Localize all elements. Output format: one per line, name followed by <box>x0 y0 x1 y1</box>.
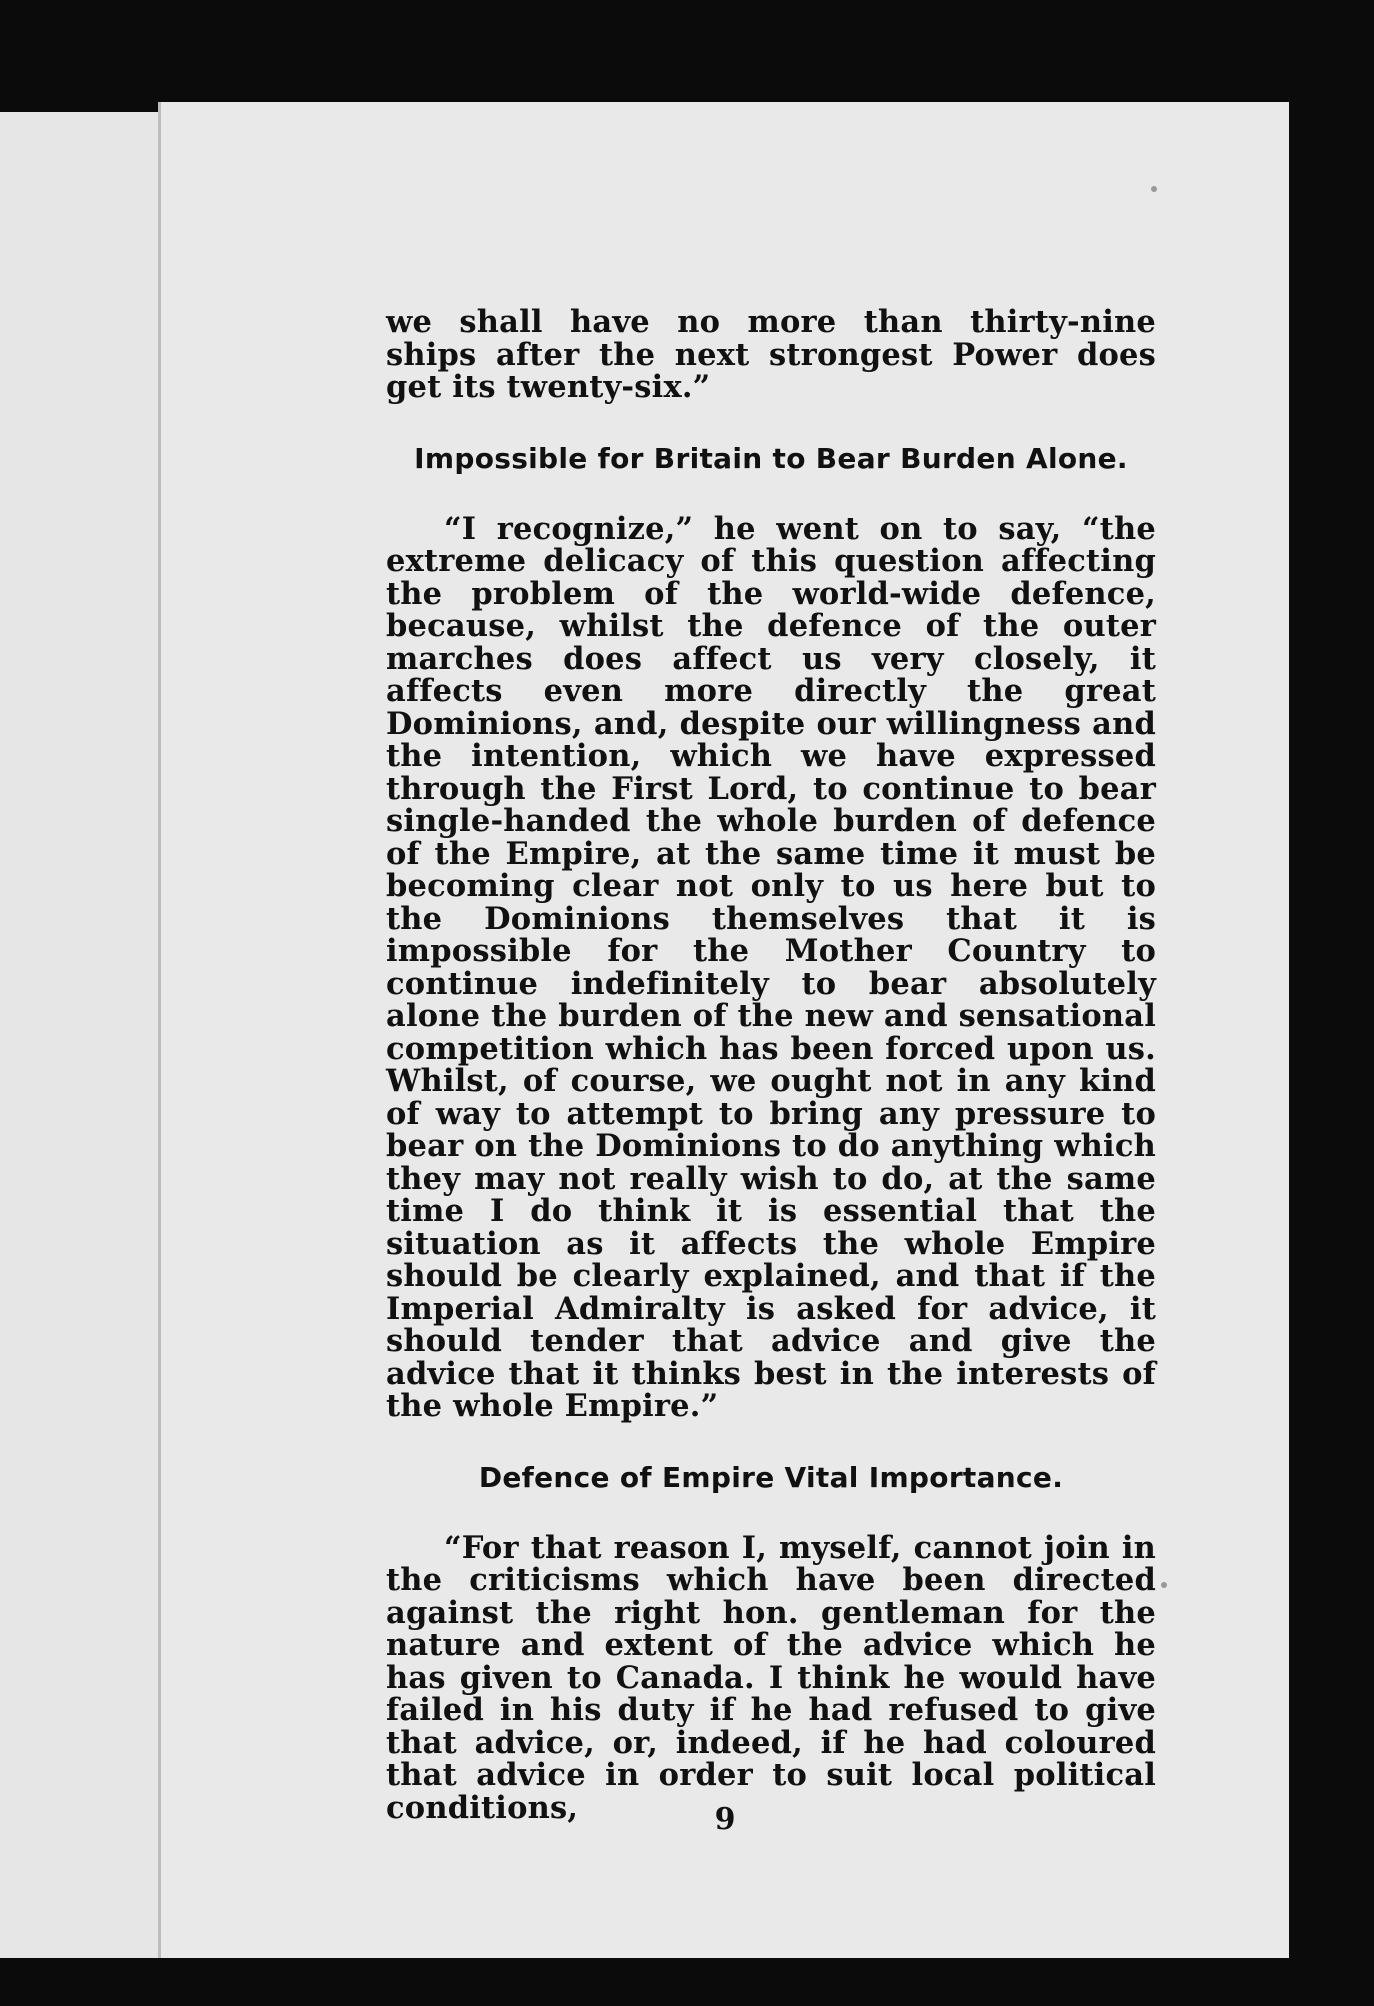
facing-page-edge <box>0 112 158 1958</box>
speck-mark <box>1161 1582 1167 1588</box>
paragraph-for-that-reason: “For that reason I, myself, cannot join in the criticisms which have been directed against the right hon. gentleman for the nature and extent of the advice which he has given to Canada. I think he would have failed in his duty if he had refused to give that advice, or, indeed, if he had coloured that advice in order to suit local political conditions, <box>386 1529 1156 1826</box>
page-body <box>386 306 1156 1824</box>
speck-mark <box>1151 186 1157 192</box>
section-heading-burden: Impossible for Britain to Bear Burden Alone. <box>414 441 1128 475</box>
paragraph-recognize: “I recognize,” he went on to say, “the extreme delicacy of this question affecting the problem of the world-wide defence, because, whilst the defence of the outer marches does affect us very closely, it affects even more directly the great Dominions, and, despite our willingness and the intention, which we have expressed through the First Lord, to continue to bear single-handed the whole burden of defence of the Empire, at the same time it must be becoming clear not only to us here but to the Dominions themselves that it is impossible for the Mother Country to continue indefinitely to bear absolutely alone the burden of the new and sensational competition which has been forced upon us. Whilst, of course, we ought not in any kind of way to attempt to bring any pressure to bear on the Dominions to do anything which they may not really wish to do, at the same time I do think it is essential that the situation as it affects the whole Empire should be clearly explained, and that if the Imperial Admiralty is asked for advice, it should tender that advice and give the advice that it thinks best in the interests of the whole Empire.” <box>386 510 1156 1424</box>
section-heading-defence: Defence of Empire Vital Importance. <box>478 1460 1064 1494</box>
opening-lines: we shall have no more than thirty-nine ships after the next strongest Power does get its twenty-six.” <box>386 304 1156 405</box>
page-number: 9 <box>714 1802 736 1837</box>
